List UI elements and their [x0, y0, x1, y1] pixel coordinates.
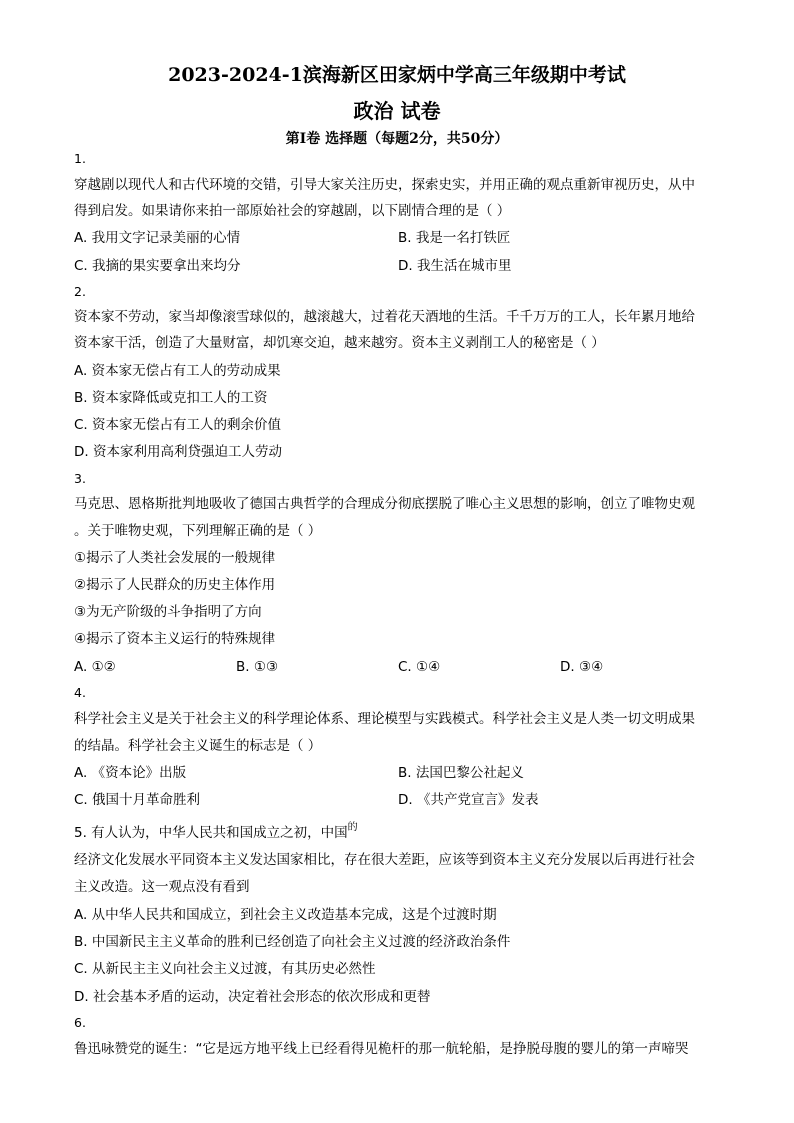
statement-1: ①揭示了人类社会发展的一般规律 [74, 550, 276, 566]
option-d[interactable]: D. 社会基本矛盾的运动，决定着社会形态的依次形成和更替 [74, 989, 431, 1005]
option-b[interactable]: B. 我是一名打铁匠 [398, 230, 511, 246]
option-a[interactable]: A. ①② [74, 659, 116, 675]
superscript-char: 的 [347, 822, 358, 833]
option-b[interactable]: B. 中国新民主主义革命的胜利已经创造了向社会主义过渡的经济政治条件 [74, 934, 511, 950]
question-text: 资本家干活，创造了大量财富，却饥寒交迫，越来越穷。资本主义剥削工人的秘密是（ ） [74, 335, 605, 351]
question-text: 穿越剧以现代人和古代环境的交错，引导大家关注历史，探索史实，并用正确的观点重新审视历史，从中 [74, 177, 695, 193]
option-b[interactable]: B. 法国巴黎公社起义 [398, 765, 524, 781]
question-number: 2. [74, 284, 86, 299]
option-d[interactable]: D. ③④ [560, 659, 604, 675]
statement-2: ②揭示了人民群众的历史主体作用 [74, 577, 276, 593]
option-d[interactable]: D. 资本家利用高利贷强迫工人劳动 [74, 444, 282, 460]
statement-4: ④揭示了资本主义运行的特殊规律 [74, 631, 276, 647]
question-text: 鲁迅咏赞党的诞生：“它是远方地平线上已经看得见桅杆的那一航轮船，是挣脱母腹的婴儿的第一声啼哭 [74, 1041, 689, 1057]
question-number: 3. [74, 471, 86, 486]
question-text: 资本家不劳动，家当却像滚雪球似的，越滚越大，过着花天酒地的生活。千千万万的工人，长年累月地给 [74, 309, 695, 325]
question-text: 主义改造。这一观点没有看到 [74, 879, 250, 895]
option-a[interactable]: A. 从中华人民共和国成立，到社会主义改造基本完成，这是个过渡时期 [74, 907, 497, 923]
option-c[interactable]: C. 资本家无偿占有工人的剩余价值 [74, 417, 282, 433]
option-b[interactable]: B. 资本家降低或克扣工人的工资 [74, 390, 268, 406]
option-a[interactable]: A. 资本家无偿占有工人的劳动成果 [74, 363, 281, 379]
question-text: 经济文化发展水平同资本主义发达国家相比，存在很大差距，应该等到资本主义充分发展以后再进行社会 [74, 852, 695, 868]
question-number: 4. [74, 685, 86, 700]
question-number-stem [74, 824, 358, 844]
question-text: 科学社会主义是关于社会主义的科学理论体系、理论模型与实践模式。科学社会主义是人类一切文明成果 [74, 711, 695, 727]
exam-title: 2023-2024-1滨海新区田家炳中学高三年级期中考试 [168, 64, 626, 86]
option-b[interactable]: B. ①③ [236, 659, 279, 675]
option-c[interactable]: C. 从新民主主义向社会主义过渡，有其历史必然性 [74, 961, 376, 977]
exam-subtitle: 政治 试卷 [353, 99, 441, 123]
option-a[interactable]: A. 《资本论》出版 [74, 765, 187, 781]
question-text: 的结晶。科学社会主义诞生的标志是（ ） [74, 738, 322, 754]
option-d[interactable]: D. 《共产党宣言》发表 [398, 792, 539, 808]
option-a[interactable]: A. 我用文字记录美丽的心情 [74, 230, 241, 246]
question-text: 。关于唯物史观，下列理解正确的是（ ） [74, 523, 322, 539]
statement-3: ③为无产阶级的斗争指明了方向 [74, 604, 262, 620]
question-text: 得到启发。如果请你来拍一部原始社会的穿越剧，以下剧情合理的是（ ） [74, 203, 511, 219]
section-heading: 第Ⅰ卷 选择题（每题2分，共50分） [285, 131, 509, 147]
option-c[interactable]: C. 俄国十月革命胜利 [74, 792, 201, 808]
option-c[interactable]: C. ①④ [398, 659, 441, 675]
question-number: 6. [74, 1015, 86, 1030]
option-c[interactable]: C. 我摘的果实要拿出来均分 [74, 258, 241, 274]
option-d[interactable]: D. 我生活在城市里 [398, 258, 512, 274]
question-stem-start: 5. 有人认为，中华人民共和国成立之初，中国 [74, 825, 348, 841]
question-text: 马克思、恩格斯批判地吸收了德国古典哲学的合理成分彻底摆脱了唯心主义思想的影响，创立了唯物史观 [74, 496, 695, 512]
question-number: 1. [74, 151, 86, 166]
